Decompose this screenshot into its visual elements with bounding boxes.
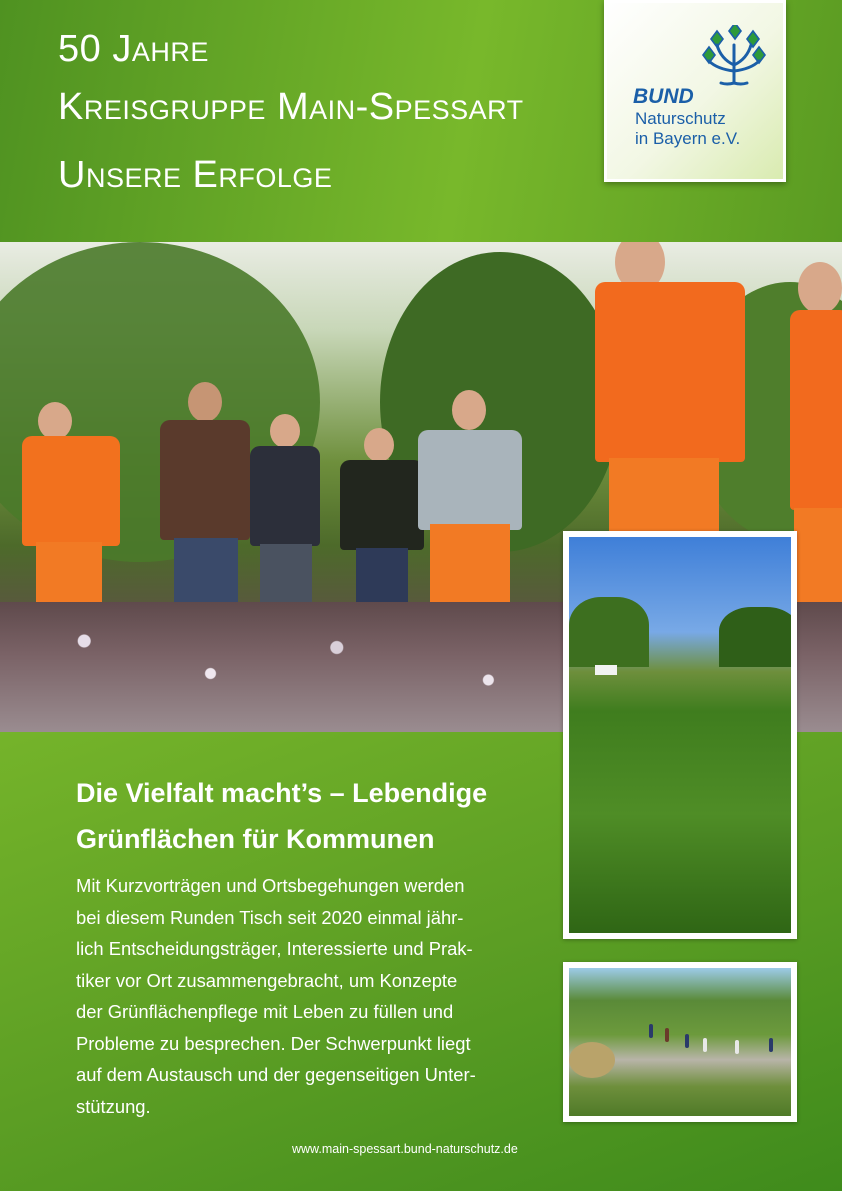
body-line: auf dem Austausch und der gegenseitigen Unter-	[76, 1064, 476, 1085]
inset-boulder	[569, 1042, 615, 1078]
inset-photo-group-on-path	[563, 962, 797, 1122]
meadow-trees	[719, 607, 797, 667]
title-successes: Unsere Erfolge	[58, 154, 333, 196]
photo-person-4	[340, 428, 424, 628]
logo-bund-text: BUND	[633, 85, 694, 108]
meadow-building	[595, 665, 617, 675]
meadow-hill	[569, 597, 649, 667]
mini-person	[685, 1034, 689, 1048]
bund-logo	[604, 0, 786, 182]
photo-person-5	[418, 390, 522, 622]
photo-person-7	[790, 262, 842, 622]
photo-person-3	[250, 414, 320, 634]
tree-logo-icon	[699, 25, 769, 87]
title-anniversary: 50 Jahre	[58, 28, 209, 70]
body-line: Mit Kurzvorträgen und Ortsbegehungen werden	[76, 875, 465, 896]
body-line: der Grünflächenpflege mit Leben zu füllen und	[76, 1001, 454, 1022]
body-line: Probleme zu besprechen. Der Schwerpunkt liegt	[76, 1032, 471, 1054]
logo-org-line1: Naturschutz	[635, 109, 726, 128]
body-line: stützung.	[76, 1095, 151, 1117]
body-line: bei diesem Runden Tisch seit 2020 einmal jähr-	[76, 906, 464, 928]
headline-line-2: Grünflächen für Kommunen	[76, 824, 435, 854]
mini-person	[665, 1028, 669, 1042]
photo-person-6	[595, 242, 747, 532]
body-line: lich Entscheidungsträger, Interessierte und Prak-	[76, 938, 473, 959]
photo-person-1	[22, 402, 122, 622]
inset-photo-meadow	[563, 531, 797, 939]
mini-person	[649, 1024, 653, 1038]
article-headline	[76, 770, 566, 862]
mini-person	[735, 1040, 739, 1054]
logo-org-line2: in Bayern e.V.	[635, 129, 741, 148]
logo-org-text	[635, 109, 740, 149]
photo-person-2	[160, 382, 250, 622]
title-group: Kreisgruppe Main-Spessart	[58, 86, 524, 128]
footer-website-link[interactable]: www.main-spessart.bund-naturschutz.de	[292, 1142, 518, 1156]
mini-person	[703, 1038, 707, 1052]
mini-person	[769, 1038, 773, 1052]
headline-line-1: Die Vielfalt macht’s – Lebendige	[76, 778, 488, 808]
body-line: tiker vor Ort zusammengebracht, um Konzepte	[76, 969, 458, 991]
article-body	[76, 870, 554, 1122]
